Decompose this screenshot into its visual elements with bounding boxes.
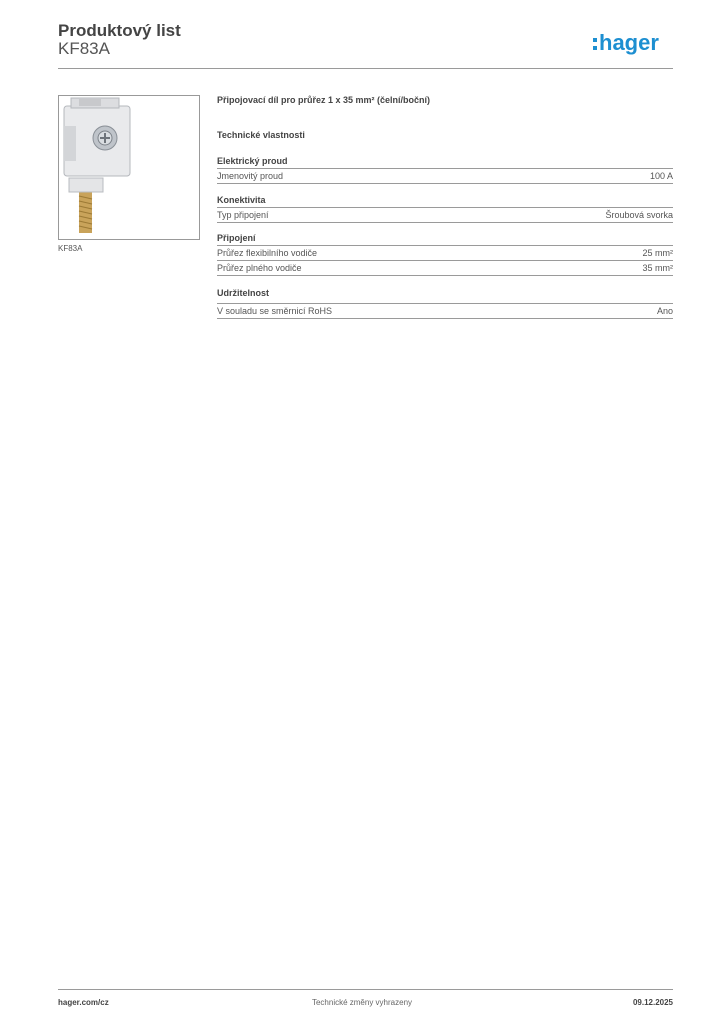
spec-value: 35 mm² [642,263,673,273]
group-title: Elektrický proud [217,156,288,166]
spec-label: Průřez flexibilního vodiče [217,248,318,258]
group-title: Udržitelnost [217,288,270,298]
group-title: Konektivita [217,195,266,205]
spec-row [217,169,673,184]
image-caption: KF83A [58,244,83,253]
product-code: KF83A [58,39,110,58]
footer-divider [58,989,673,990]
spec-value: 25 mm² [642,248,673,258]
footer-notice: Technické změny vyhrazeny [311,998,413,1007]
hager-logo [593,29,675,57]
spec-row [217,304,673,319]
page-title: Produktový list [58,21,181,40]
product-description: Připojovací díl pro průřez 1 x 35 mm² (čelní/boční) [217,95,431,105]
spec-label: V souladu se směrnicí RoHS [217,306,333,316]
spec-row [217,261,673,276]
group-title: Připojení [217,233,256,243]
spec-value: 100 A [649,171,673,181]
spec-label: Jmenovitý proud [217,171,284,181]
spec-value: Šroubová svorka [605,210,673,220]
spec-value: Ano [656,306,673,316]
spec-row [217,246,673,261]
spec-row [217,208,673,223]
logo-text: hager [599,30,659,55]
footer-website: hager.com/cz [58,998,109,1007]
spec-label: Typ připojení [217,210,269,220]
header-divider [58,68,673,69]
section-title: Technické vlastnosti [217,130,305,140]
product-image [58,95,200,240]
spec-label: Průřez plného vodiče [217,263,302,273]
footer-date: 09.12.2025 [632,998,673,1007]
